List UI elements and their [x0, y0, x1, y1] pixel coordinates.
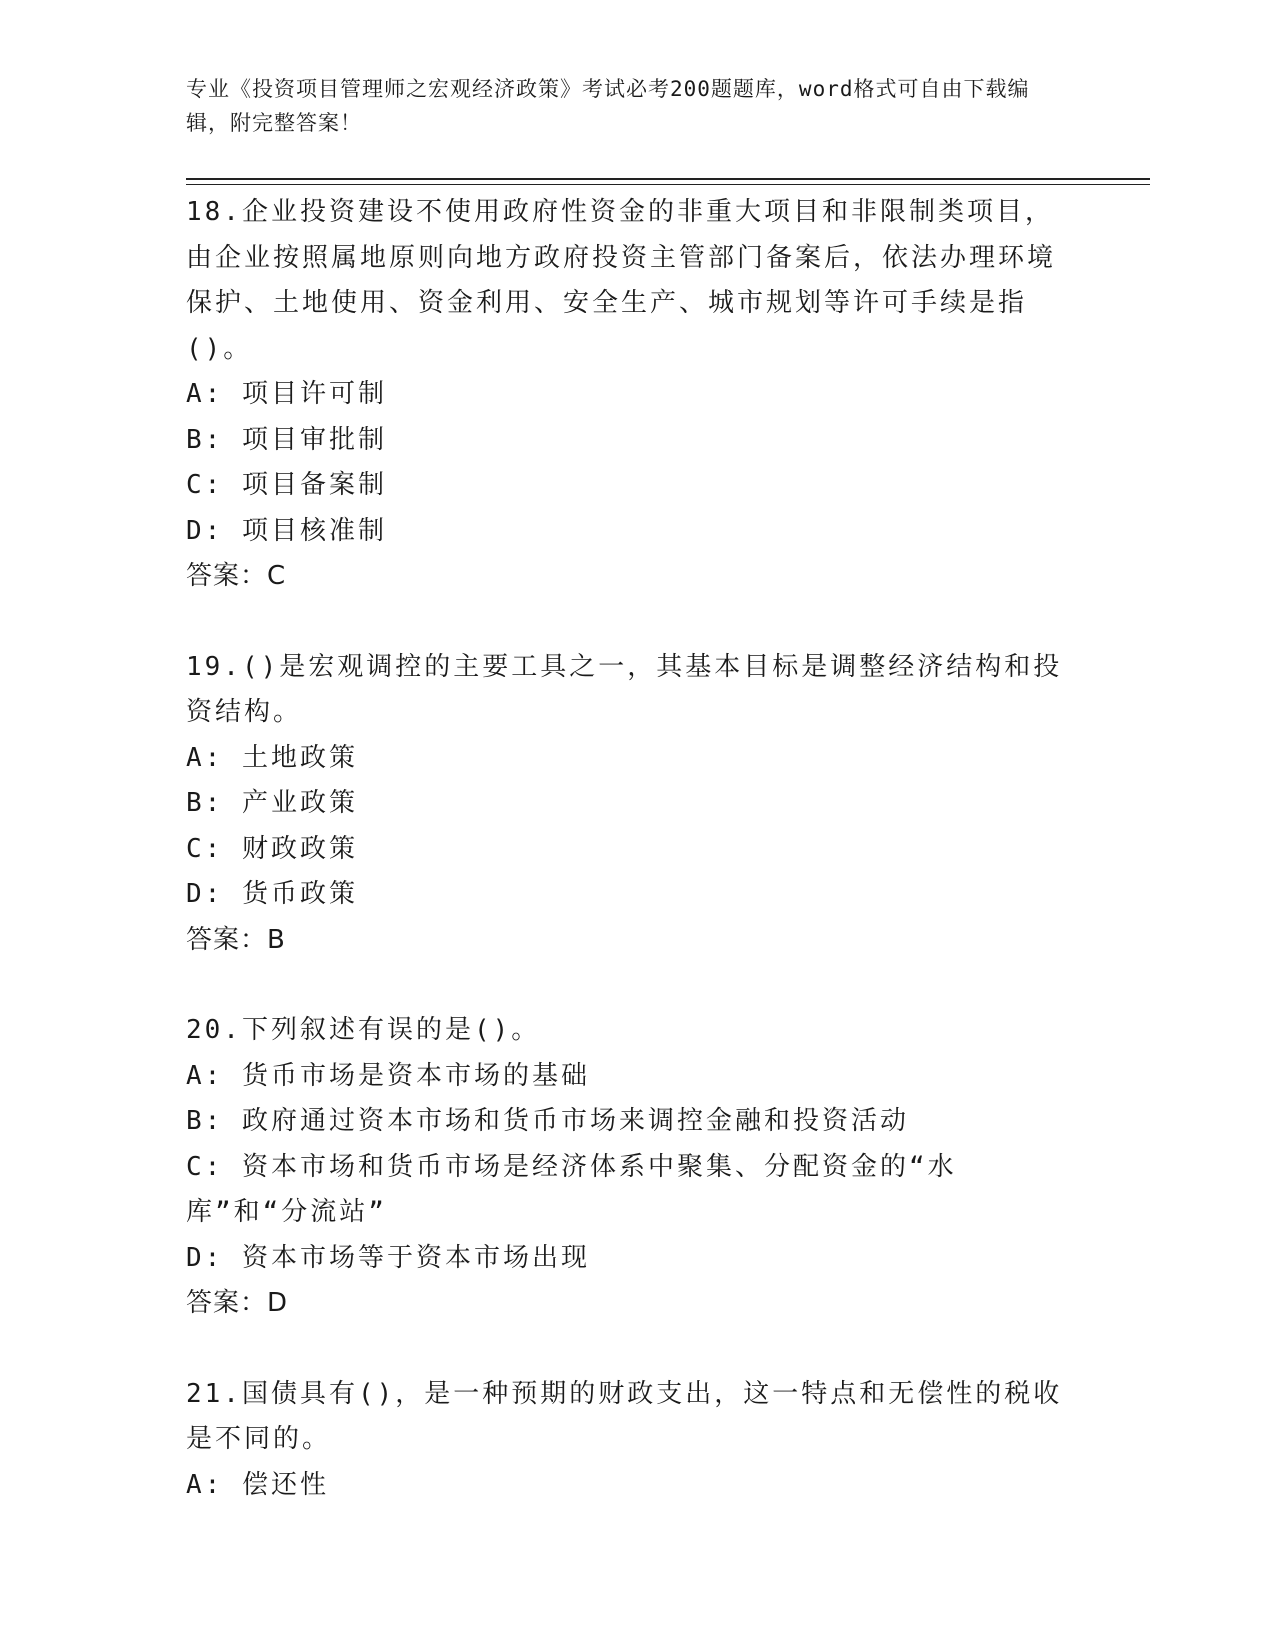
- question-stem: 20.下列叙述有误的是()。: [186, 1015, 541, 1045]
- question-stem: 19.()是宏观调控的主要工具之一，其基本目标是调整经济结构和投资结构。: [186, 651, 1063, 727]
- option-b: B: 项目审批制: [186, 424, 387, 455]
- option-a: A: 货币市场是资本市场的基础: [186, 1060, 590, 1091]
- answer: 答案：D: [186, 1288, 289, 1318]
- option-c: C: 财政政策: [186, 833, 358, 864]
- question-stem: 21.国债具有()，是一种预期的财政支出，这一特点和无偿性的税收是不同的。: [186, 1378, 1063, 1454]
- option-d: D: 货币政策: [186, 879, 358, 909]
- option-d: D: 项目核准制: [186, 515, 387, 546]
- answer: 答案：C: [186, 561, 287, 591]
- option-c: C: 资本市场和货币市场是经济体系中聚集、分配资金的“水库”和“分流站”: [186, 1151, 957, 1227]
- question-19: [186, 645, 1071, 964]
- option-c: C: 项目备案制: [186, 470, 387, 500]
- question-stem: 18.企业投资建设不使用政府性资金的非重大项目和非限制类项目，由企业按照属地原则向地方政府投资主管部门备案后，依法办理环境保护、土地使用、资金利用、安全生产、城市规划等许可手续是指()。: [186, 197, 1057, 364]
- question-18: [186, 190, 1071, 600]
- option-a: A: 土地政策: [186, 742, 358, 773]
- question-20: [186, 1008, 1071, 1327]
- header-rule-thin: [186, 184, 1150, 185]
- header-rule-thick: [186, 178, 1150, 180]
- option-b: B: 政府通过资本市场和货币市场来调控金融和投资活动: [186, 1106, 909, 1136]
- option-a: A: 偿还性: [186, 1469, 329, 1500]
- document-header: 专业《投资项目管理师之宏观经济政策》考试必考200题题库，word格式可自由下载编辑，附完整答案！: [186, 77, 1030, 135]
- option-a: A: 项目许可制: [186, 379, 387, 409]
- option-d: D: 资本市场等于资本市场出现: [186, 1242, 590, 1273]
- question-list: [186, 190, 1071, 1553]
- question-21: [186, 1372, 1071, 1509]
- answer: 答案：B: [186, 924, 286, 955]
- option-b: B: 产业政策: [186, 788, 358, 818]
